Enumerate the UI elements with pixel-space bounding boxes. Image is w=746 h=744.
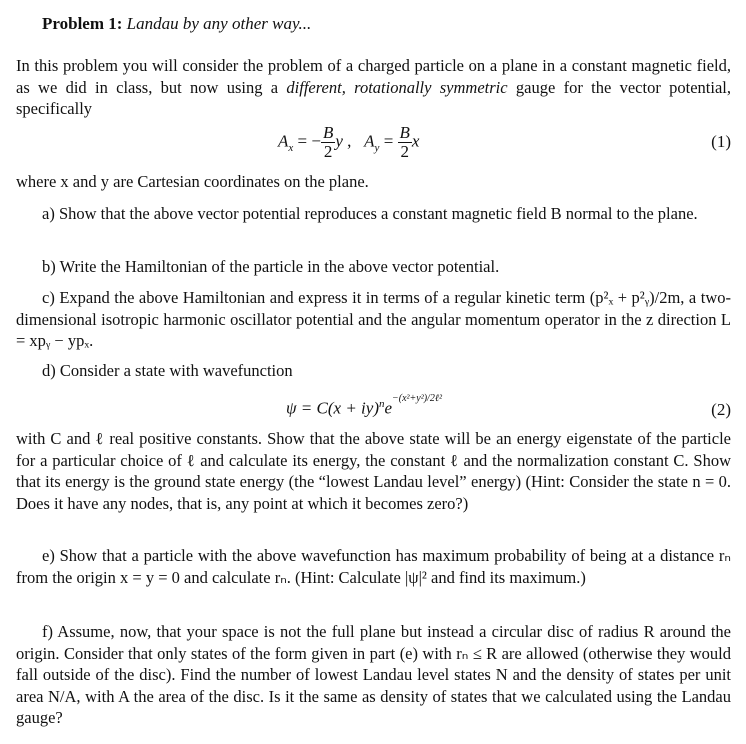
intro-paragraph [16,55,731,120]
eq1-ay-sub: y [374,141,380,154]
eq1-x: x [411,131,420,151]
part-f: f) Assume, now, that your space is not the full plane but instead a circular disc of radius R around the origin. Consider that only states of the form given in part (e) with rₙ ≤ R are allowed (otherwise they would fall outside of the disc). Find the number of lowest Landau level states N and the density of states per unit area N/A, with A the area of the disc. Is it the same as density of states that we calculated using the Landau gauge? [16,622,731,727]
eq1-frac-2 [398,124,412,161]
eq1-eq-minus: = − [293,131,321,151]
equation-1 [16,124,731,164]
eq1-frac-2-den: 2 [400,142,409,161]
where-paragraph: where x and y are Cartesian coordinates on the plane. [16,172,369,191]
eq1-frac-2-num: B [399,123,410,142]
equation-2-math [286,393,443,419]
part-e: e) Show that a particle with the above wavefunction has maximum probability of being at a distance rₙ from the origin x = y = 0 and calculate rₙ. (Hint: Calculate |ψ|² and find its maximum.) [16,546,731,587]
intro-text-2: gauge for the vector potential, specifically [16,77,731,118]
eq1-eq: = [379,131,398,151]
problem-label: Problem 1: [42,14,123,33]
eq2-e: e [384,398,393,418]
eq1-comma: , [342,131,352,151]
part-c: c) Expand the above Hamiltonian and express it in terms of a regular kinetic term (p²ₓ + p²ᵧ)/2m, a two-dimensional isotropic harmonic oscillator potential and the angular momentum operator in the z direction L = xpᵧ − ypₓ. [16,288,731,350]
eq1-frac-1 [321,124,335,161]
problem-subtitle: Landau by any other way... [126,14,312,33]
eq2-exponent: −(x²+y²)/2ℓ² [392,393,443,404]
intro-text-1: In this problem you will consider the problem of a charged particle on a plane in a constant magnetic field, as we did in class, but now using a [16,56,731,97]
part-d: d) Consider a state with wavefunction [42,361,293,380]
eq1-frac-1-den: 2 [323,142,333,161]
part-a: a) Show that the above vector potential reproduces a constant magnetic field B normal to the plane. [42,204,698,223]
eq2-power-n: n [378,398,385,410]
problem-title [42,14,311,34]
part-b: b) Write the Hamiltonian of the particle in the above vector potential. [42,257,500,276]
equation-1-number: (1) [711,132,731,151]
part-d-continued: with C and ℓ real positive constants. Show that the above state will be an energy eigenstate of the particle for a particular choice of ℓ and calculate its energy, the constant ℓ and the normalization constant C. Show that its energy is the ground state energy (the “lowest Landau level” energy) (Hint: Consider the state n = 0. Does it have any nodes, that is, any point at which it becomes zero?) [16,429,731,513]
equation-2-number: (2) [711,400,731,419]
eq1-frac-1-num: B [322,123,334,142]
eq2-lhs: ψ = C(x + iy) [286,398,379,418]
eq1-ax: A [278,131,289,151]
eq1-ay: A [364,131,375,151]
eq1-ax-sub: x [288,141,294,154]
equation-1-math [278,124,419,161]
eq1-y: y [335,131,343,151]
intro-emphasis: different, rotationally symmetric [286,77,508,97]
equation-2 [16,392,731,432]
